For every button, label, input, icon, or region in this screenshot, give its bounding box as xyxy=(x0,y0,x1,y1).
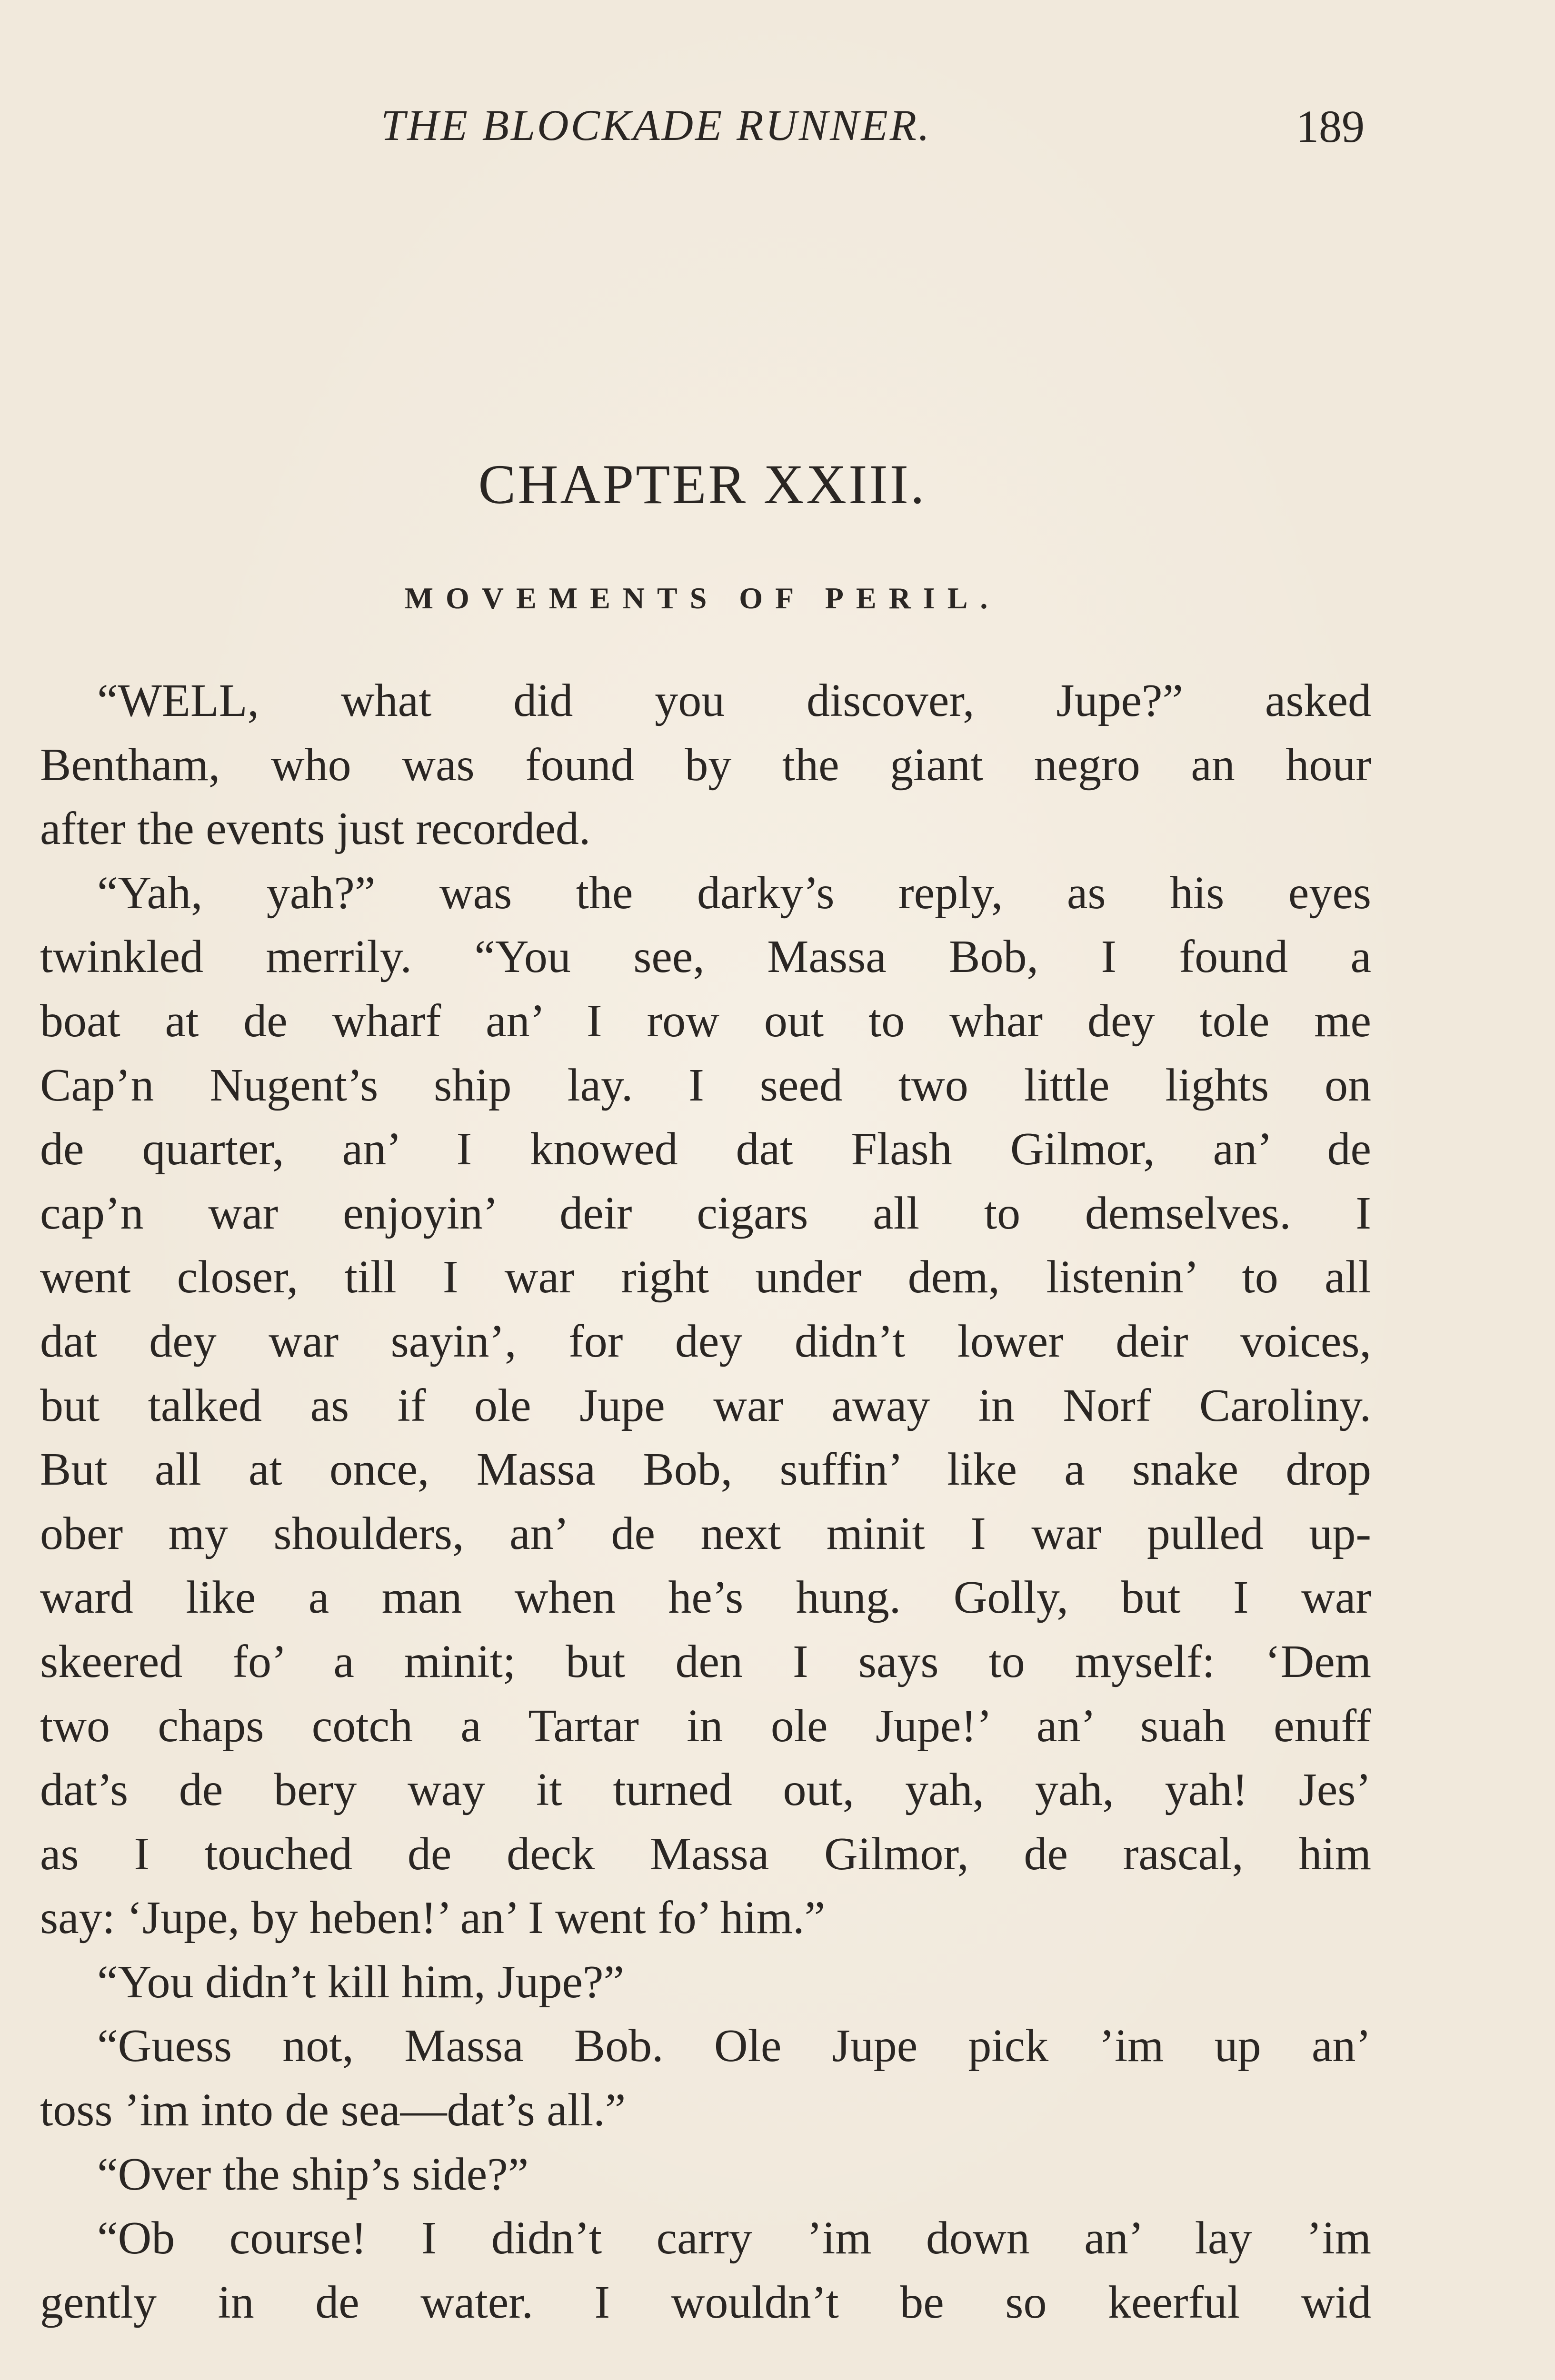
text-line: Cap’n Nugent’s ship lay. I seed two little lights on xyxy=(40,1059,1371,1111)
text-line: say: ‘Jupe, by heben!’ an’ I went fo’ him.” xyxy=(40,1892,826,1944)
text-line: dat dey war sayin’, for dey didn’t lower deir voices, xyxy=(40,1315,1371,1367)
text-line: cap’n war enjoyin’ deir cigars all to demselves. I xyxy=(40,1187,1371,1239)
text-line: “Guess not, Massa Bob. Ole Jupe pick ’im up an’ xyxy=(97,2020,1371,2072)
chapter-subtitle: MOVEMENTS OF PERIL. xyxy=(404,581,1000,615)
text-line: gently in de water. I wouldn’t be so keerful wid xyxy=(40,2276,1371,2328)
text-line: dat’s de bery way it turned out, yah, yah, yah! Jes’ xyxy=(40,1764,1371,1816)
text-line: Bentham, who was found by the giant negro an hour xyxy=(40,739,1371,791)
text-line: as I touched de deck Massa Gilmor, de rascal, him xyxy=(40,1828,1371,1880)
text-line: “Ob course! I didn’t carry ’im down an’ lay ’im xyxy=(97,2212,1371,2264)
text-line: ward like a man when he’s hung. Golly, but I war xyxy=(40,1572,1371,1624)
text-line: twinkled merrily. “You see, Massa Bob, I found a xyxy=(40,931,1371,983)
text-line: “You didn’t kill him, Jupe?” xyxy=(97,1956,625,2008)
text-line: de quarter, an’ I knowed dat Flash Gilmor, an’ de xyxy=(40,1123,1371,1175)
text-line: went closer, till I war right under dem, listenin’ to all xyxy=(40,1251,1371,1303)
body-text xyxy=(40,669,1371,2334)
text-line: “Yah, yah?” was the darky’s reply, as his eyes xyxy=(97,867,1371,919)
text-line: ober my shoulders, an’ de next minit I war pulled up- xyxy=(40,1507,1371,1559)
text-line: toss ’im into de sea—dat’s all.” xyxy=(40,2084,626,2136)
text-line: “Over the ship’s side?” xyxy=(97,2148,529,2200)
chapter-title: CHAPTER XXIII. xyxy=(478,453,927,516)
text-line: but talked as if ole Jupe war away in Norf Caroliny. xyxy=(40,1379,1371,1431)
text-line: boat at de wharf an’ I row out to whar dey tole me xyxy=(40,995,1371,1047)
text-line: after the events just recorded. xyxy=(40,803,591,855)
page-number: 189 xyxy=(1296,101,1365,152)
text-line: two chaps cotch a Tartar in ole Jupe!’ an’ suah enuff xyxy=(40,1700,1371,1752)
text-line: “WELL, what did you discover, Jupe?” asked xyxy=(97,675,1371,726)
text-line: skeered fo’ a minit; but den I says to myself: ‘Dem xyxy=(40,1636,1371,1687)
running-head: THE BLOCKADE RUNNER. xyxy=(381,101,931,149)
text-line: But all at once, Massa Bob, suffin’ like a snake drop xyxy=(40,1444,1371,1496)
